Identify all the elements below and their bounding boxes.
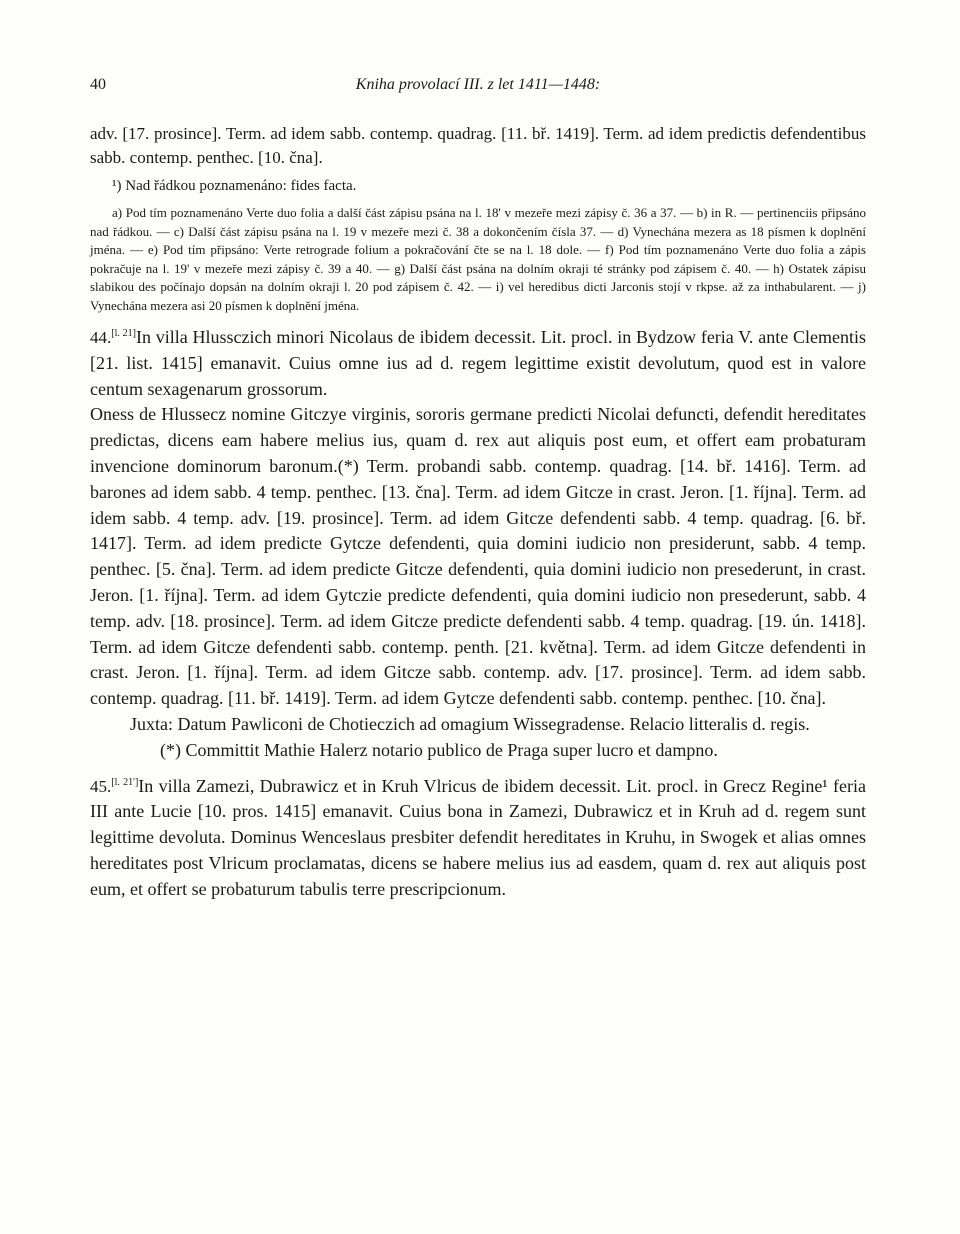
entry-paragraph: In villa Hlussczich minori Nicolaus de ibidem decessit. Lit. procl. in Bydzow feria V. ante Clementis [21. list. 1415] emanavit. Cuius omne ius ad d. regem legittime existit devolutum, quod est in valore centum sexagenarum grossorum. — [90, 327, 866, 399]
footnote-1: ¹) Nad řádkou poznamenáno: fides facta. — [112, 178, 357, 194]
entry-45 — [90, 774, 866, 903]
folio-ref: [l. 21'] — [111, 776, 139, 788]
running-title: Kniha provolací III. z let 1411—1448: — [355, 76, 601, 93]
entry-44 — [90, 325, 866, 764]
entry-paragraph: In villa Zamezi, Dubrawicz et in Kruh Vlricus de ibidem decessit. Lit. procl. in Grecz Regine¹ feria III ante Lucie [10. pros. 1415] emanavit. Cuius bona in Zamezi, Dubrawicz et in Kruh ad d. regem sunt legittime devoluta. Dominus Wenceslaus presbiter defendit hereditates in Kruhu, in Swogek et alias omnes hereditates post Vlricum proclamatas, dicens se habere melius ius ad easdem, quam d. rex aut aliquis post eum, et offert se probaturum tabulis terre prescripcionum. — [90, 775, 866, 899]
carry-over-text: adv. [17. prosince]. Term. ad idem sabb. contemp. quadrag. [11. bř. 1419]. Term. ad idem predictis defendentibus sabb. contemp. penthec. [10. čna]. — [90, 124, 866, 167]
textual-notes: a) Pod tím poznamenáno Verte duo folia a další část zápisu psána na l. 18' v mezeře mezi zápisy č. 36 a 37. — b) in R. — pertinenciis připsáno nad řádkou. — c) Další část zápisu psána na l. 19 v mezeře mezi č. 38 a dokončením čísla 37. — d) Vynechána mezera as 18 písmen k doplnění jména. — e) Pod tím připsáno: Verte retrograde folium a pokračování čte se na l. 18 dole. — f) Pod tím poznamenáno Verte duo folia a zápis pokračuje na l. 19' v mezeře mezi zápisy č. 39 a 40. — g) Další část psána na dolním okraji té stránky pod zápisem č. 40. — h) Ostatek zápisu slabikou des počínajo dopsán na dolním okraji l. 20 pod zápisem č. 42. — i) vel heredibus dicti Jarconis stojí v rkpse. až za inthabularent. — j) Vynechána mezera asi 20 písmen k doplnění jména. — [90, 205, 866, 313]
juxta-note: Juxta: Datum Pawliconi de Chotieczich ad omagium Wissegradense. Relacio litteralis d. regis. — [130, 713, 810, 734]
entry-number: 44. — [90, 328, 112, 347]
folio-ref: [l. 21] — [111, 328, 136, 339]
asterisk-note: (*) Committit Mathie Halerz notario publico de Praga super lucro et dampno. — [160, 739, 718, 760]
entry-paragraph: Oness de Hlussecz nomine Gitczye virginis, sororis germane predicti Nicolai defuncti, defendit hereditates predictas, dicens eam habere melius ius, quam d. rex aut aliquis post eum, et offert eam probaturam invencione dominorum baronum.(*) Term. probandi sabb. contemp. quadrag. [14. bř. 1416]. Term. ad barones ad idem sabb. 4 temp. penthec. [13. čna]. Term. ad idem Gitcze in crast. Jeron. [1. října]. Term. ad idem sabb. 4 temp. adv. [19. prosince]. Term. ad idem Gitcze defendenti sabb. 4 temp. quadrag. [6. bř. 1417]. Term. ad idem predicte Gytcze defendenti, quia domini iudicio non presiderunt, sabb. 4 temp. penthec. [5. čna]. Term. ad idem predicte Gitcze defendenti, quia domini iudicio non presederunt, in crast. Jeron. [1. října]. Term. ad idem Gytczie predicte defendenti, quia domini iudicio non presederunt, sabb. 4 temp. adv. [18. prosince]. Term. ad idem Gitcze predicte defendenti sabb. 4 temp. quadrag. [19. ún. 1418]. Term. ad idem Gitcze defendenti sabb. contemp. penth. [21. května]. Term. ad idem Gitcze defendenti in crast. Jeron. [1. října]. Term. ad idem Gitcze sabb. contemp. adv. [17. prosince]. Term. ad idem sabb. contemp. quadrag. [11. bř. 1419]. Term. ad idem Gytcze defendenti sabb. contemp. penthec. [10. čna]. — [90, 404, 866, 709]
page-header — [90, 76, 866, 104]
entry-number: 45. — [90, 776, 112, 796]
page-number: 40 — [90, 76, 106, 93]
document-page — [90, 76, 866, 903]
